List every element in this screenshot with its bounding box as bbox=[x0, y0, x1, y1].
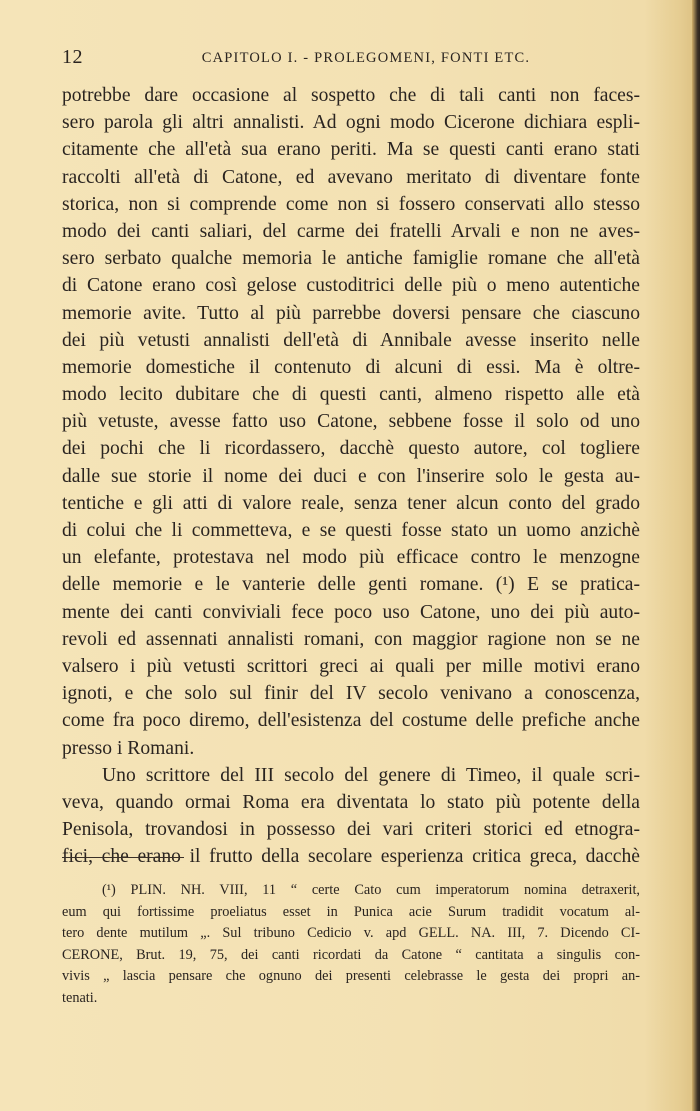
footnote-line: eum qui fortissime proeliatus esset in Punica acie Surum tradidit vocatum al- bbox=[62, 903, 640, 920]
body-line: Penisola, trovandosi in possesso dei vari criteri storici ed etnogra- bbox=[62, 819, 640, 841]
body-line: tentiche e gli atti di valore reale, senza tener alcun conto del grado bbox=[62, 492, 640, 514]
body-line: più vetuste, avesse fatto uso Catone, sebbene fosse il solo od uno bbox=[62, 411, 640, 433]
body-line: sero serbato qualche memoria le antiche famiglie romane che all'età bbox=[62, 248, 640, 270]
footnote-line: vivis „ lascia pensare che ognuno dei presenti celebrasse le gesta dei propri an- bbox=[62, 968, 640, 985]
body-line: Uno scrittore del III secolo del genere di Timeo, il quale scri- bbox=[102, 764, 640, 786]
body-line: di colui che li commetteva, e se questi fosse stato un uomo anzichè bbox=[62, 520, 640, 541]
body-line: dei pochi che li ricordassero, dacchè questo autore, col togliere bbox=[62, 438, 640, 460]
body-line: valsero i più vetusti scrittori greci ai quali per mille motivi erano bbox=[62, 655, 640, 677]
body-line: raccolti all'età di Catone, ed avevano meritato di diventare fonte bbox=[62, 166, 640, 188]
body-line: fici, che erano il frutto della secolare esperienza critica greca, dacchè bbox=[62, 846, 640, 868]
body-line: un elefante, protestava nel modo più efficace contro le menzogne bbox=[62, 547, 640, 569]
body-line: ignoti, e che solo sul finir del IV secolo venivano a conoscenza, bbox=[62, 683, 640, 705]
footnote-line: CERONE, Brut. 19, 75, dei canti ricordati da Catone “ cantitata a singulis con- bbox=[62, 946, 640, 963]
body-line: potrebbe dare occasione al sospetto che di tali canti non faces- bbox=[62, 85, 640, 106]
body-line: come fra poco diremo, dell'esistenza del costume delle prefiche anche bbox=[62, 710, 640, 732]
body-line: modo dei canti saliari, del carme dei fratelli Arvali e non ne aves- bbox=[62, 220, 640, 242]
body-line: presso i Romani. bbox=[62, 737, 195, 759]
body-line: veva, quando ormai Roma era diventata lo stato più potente della bbox=[62, 791, 640, 813]
body-line: sero parola gli altri annalisti. Ad ogni modo Cicerone dichiara espli- bbox=[62, 112, 640, 134]
body-line: mente dei canti conviviali fece poco uso Catone, uno dei più auto- bbox=[62, 601, 640, 623]
body-line: delle memorie e le vanterie delle genti romane. (¹) E se pratica- bbox=[62, 574, 640, 596]
body-text bbox=[62, 82, 640, 870]
running-head: CAPITOLO I. - PROLEGOMENI, FONTI ETC. bbox=[201, 50, 531, 66]
page-number: 12 bbox=[62, 46, 83, 68]
body-line: memorie avite. Tutto al più parrebbe doversi pensare che ciascuno bbox=[62, 302, 640, 324]
footnotes bbox=[62, 880, 640, 1010]
body-line: dalle sue storie il nome dei duci e con l'inserire solo le gesta au- bbox=[62, 465, 640, 487]
body-line: dei più vetusti annalisti dell'età di Annibale avesse inserito nelle bbox=[62, 329, 640, 351]
body-line: revoli ed assennati annalisti romani, con maggior ragione non se ne bbox=[62, 628, 640, 650]
page-edge-shadow bbox=[692, 0, 700, 1111]
footnote-line: tenati. bbox=[62, 989, 98, 1006]
body-line: memorie domestiche il contenuto di alcuni di essi. Ma è oltre- bbox=[62, 356, 640, 378]
body-line: di Catone erano così gelose custoditrici delle più o meno autentiche bbox=[62, 275, 640, 297]
footnote-line: (¹) PLIN. NH. VIII, 11 “ certe Cato cum imperatorum nomina detraxerit, bbox=[102, 882, 640, 898]
body-line: modo lecito dubitare che di questi canti, almeno rispetto alle età bbox=[62, 384, 640, 406]
body-line: citamente che all'età sua erano periti. Ma se questi canti erano stati bbox=[62, 139, 640, 161]
page-header bbox=[62, 46, 640, 70]
footnote-rule bbox=[62, 857, 184, 858]
body-line: storica, non si comprende come non si fossero conservati allo stesso bbox=[62, 193, 640, 215]
footnote-line: tero dente mutilum „. Sul tribuno Cedicio v. apd GELL. NA. III, 7. Dicendo CI- bbox=[62, 925, 640, 942]
